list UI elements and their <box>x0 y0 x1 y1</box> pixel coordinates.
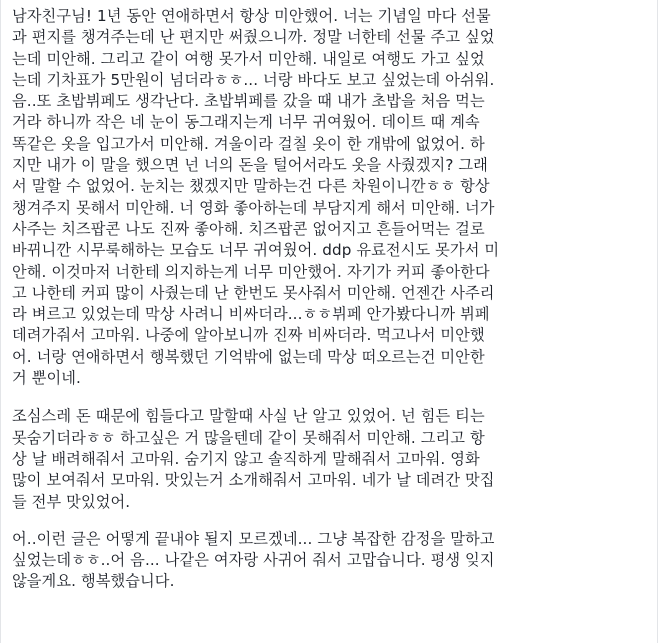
text-line: 과 편지를 챙겨주는데 난 편지만 써줬으니까. 정말 너한테 선물 주고 싶었 <box>12 28 495 47</box>
text-line: 사주는 치즈팝콘 나도 진짜 좋아해. 치즈팝콘 없어지고 흔들어먹는 걸로 <box>12 219 485 238</box>
text-line: 못숨기더라ㅎㅎ 하고싶은 거 많을텐데 같이 못해줘서 미안해. 그리고 항 <box>12 428 485 447</box>
text-line: 거라 하니까 작은 네 눈이 동그래지는게 너무 귀여웠어. 데이트 때 계속 <box>12 113 480 132</box>
paragraph-2 <box>12 406 652 512</box>
text-line: 바뀌니깐 시무룩해하는 모습도 너무 귀여웠어. ddp 유료전시도 못가서 미 <box>12 241 500 260</box>
text-line: 상 날 배려해줘서 고마워. 숨기지 않고 솔직하게 말해줘서 고마워. 영화 <box>12 449 480 468</box>
text-line: 거 뿐이네. <box>12 369 81 388</box>
text-line: 챙겨주지 못해서 미안해. 너 영화 좋아하는데 부담지게 해서 미안해. 너가 <box>12 198 495 217</box>
text-line: 서 말할 수 없었어. 눈치는 챘겠지만 말하는건 다른 차원이니깐ㅎㅎ 항상 <box>12 177 490 196</box>
text-line: 않을게요. 행복했습니다. <box>12 572 175 591</box>
post-body <box>12 6 652 593</box>
text-line: 어. 너랑 연애하면서 행복했던 기억밖에 없는데 막상 떠오르는건 미안한 <box>12 347 485 366</box>
text-line: 는데 미안해. 그리고 같이 여행 못가서 미안해. 내일로 여행도 가고 싶었 <box>12 49 485 68</box>
text-line: 남자친구님! 1년 동안 연애하면서 항상 미안했어. 너는 기념일 마다 선물 <box>12 7 491 25</box>
text-line: 는데 기차표가 5만원이 넘더라ㅎㅎ... 너랑 바다도 보고 싶었는데 아쉬워. <box>12 70 495 89</box>
text-line: 똑같은 옷을 입고가서 미안해. 겨울이라 걸칠 옷이 한 개밖에 없었어. 하 <box>12 134 485 153</box>
text-line: 라 벼르고 있었는데 막상 사려니 비싸더라...ㅎㅎ뷔페 안가봤다니까 뷔페 <box>12 305 490 324</box>
text-line: 지만 내가 이 말을 했으면 넌 너의 돈을 털어서라도 옷을 사줬겠지? 그래 <box>12 156 488 175</box>
text-line: 어..이런 글은 어떻게 끝내야 될지 모르겠네... 그냥 복잡한 감정을 말하고 <box>12 529 495 548</box>
text-line: 들 전부 맛있었어. <box>12 492 131 511</box>
text-line: 데려가줘서 고마워. 나중에 알아보니까 진짜 비싸더라. 먹고나서 미안했 <box>12 326 485 345</box>
text-line: 많이 보여줘서 모마워. 맛있는거 소개해줘서 고마워. 네가 날 데려간 맛집 <box>12 471 495 490</box>
paragraph-1 <box>12 6 652 389</box>
text-line: 안해. 이것마저 너한테 의지하는게 너무 미안했어. 자기가 커피 좋아한다 <box>12 262 490 281</box>
text-line: 고 나한테 커피 많이 사줬는데 난 한번도 못사줘서 미안해. 언젠간 사주리 <box>12 283 495 302</box>
text-line: 싶었는데ㅎㅎ..어 음... 나같은 여자랑 사귀어 줘서 고맙습니다. 평생 잊지 <box>12 551 495 570</box>
text-line: 조심스레 돈 때문에 힘들다고 말할때 사실 난 알고 있었어. 넌 힘든 티는 <box>12 407 485 426</box>
paragraph-3 <box>12 529 652 593</box>
text-line: 음..또 초밥뷔페도 생각난다. 초밥뷔페를 갔을 때 내가 초밥을 처음 먹는 <box>12 92 485 111</box>
